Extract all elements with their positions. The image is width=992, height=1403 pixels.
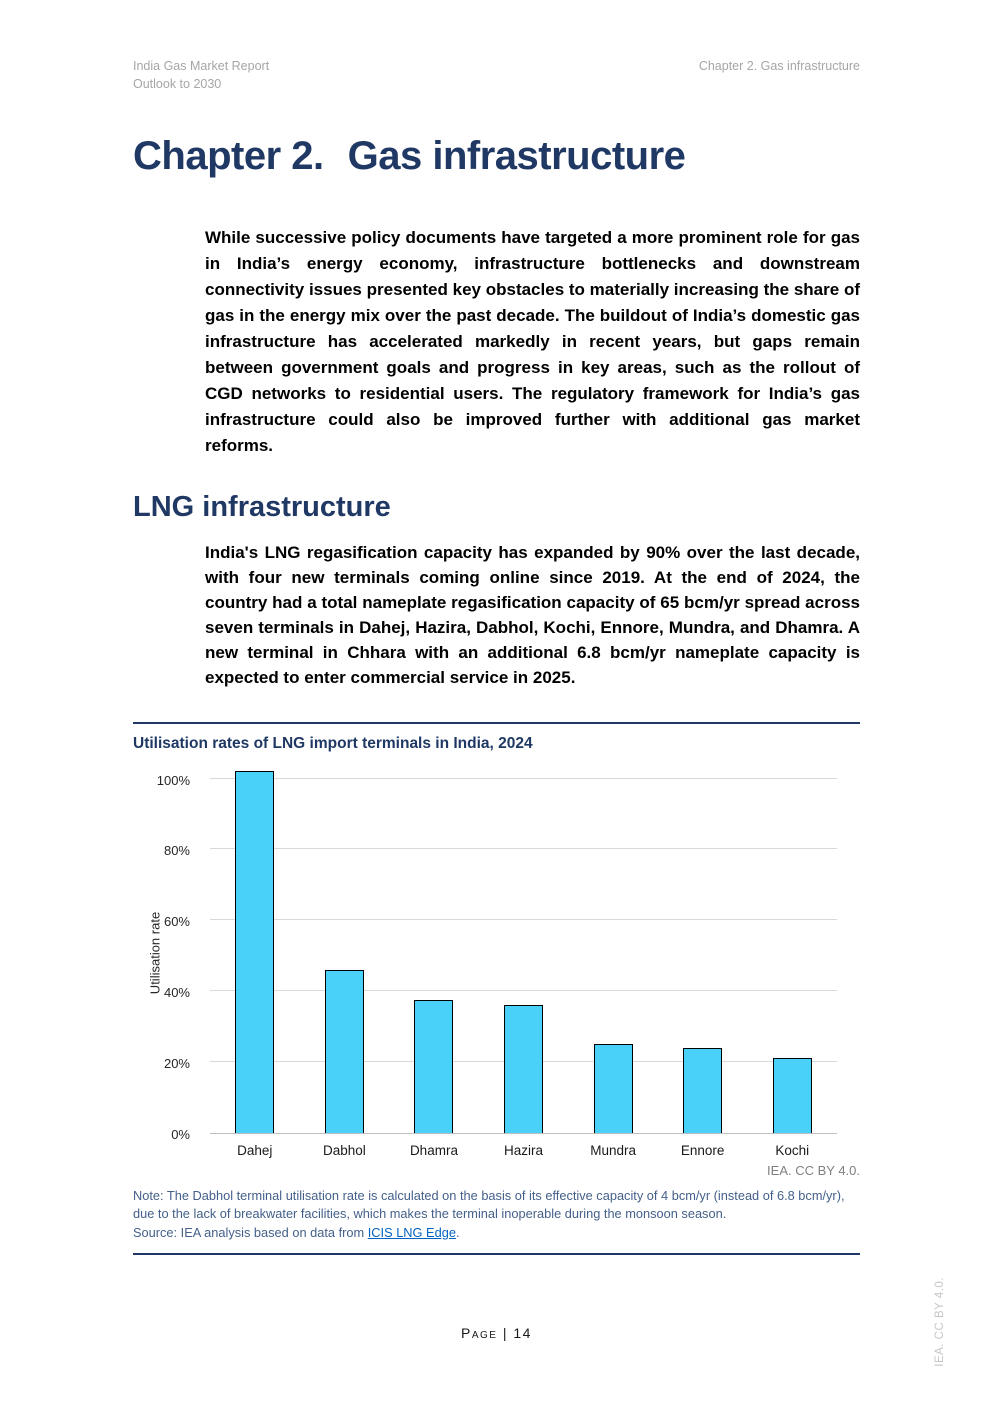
running-title-line2: Outlook to 2030 [133, 76, 222, 91]
source-link[interactable]: ICIS LNG Edge [367, 1224, 456, 1240]
running-title [133, 58, 269, 94]
figure-source [133, 1224, 860, 1242]
y-tick-label: 40% [163, 984, 190, 1000]
bar-hazira [504, 1005, 543, 1132]
bar-dahej [235, 771, 274, 1132]
chapter-number: Chapter 2. [133, 133, 324, 178]
x-axis-labels [210, 1143, 837, 1158]
bar-column [210, 771, 300, 1132]
intro-paragraph: While successive policy documents have targeted a more prominent role for gas in India’s energy economy, infrastructure bottlenecks and downstream connectivity issues presented key obstacles to materially increasing the share of gas in the energy mix over the past decade. The buildout of India’s domestic gas infrastructure has accelerated markedly in recent years, but gaps remain between government goals and progress in key areas, such as the rollout of CGD networks to residential users. The regulatory framework for India’s gas infrastructure could also be improved further with additional gas market reforms. [205, 227, 860, 455]
utilisation-bar-chart [133, 755, 860, 1161]
y-tick-label: 100% [156, 772, 190, 788]
bar-column [568, 1044, 658, 1133]
source-prefix: Source: IEA analysis based on data from [133, 1224, 368, 1240]
bar-column [479, 1005, 569, 1132]
licence-attribution: IEA. CC BY 4.0. [767, 1162, 860, 1178]
chart-plot [210, 771, 837, 1134]
figure-note: Note: The Dabhol terminal utilisation rate is calculated on the basis of its effective capacity of 4 bcm/yr (instead of 6.8 bcm/yr), due to the lack of breakwater facilities, which makes the terminal inoperable during the monsoon season. [133, 1187, 845, 1221]
x-tick-label: Mundra [590, 1142, 636, 1158]
x-tick-label: Kochi [775, 1142, 810, 1158]
bar-ennore [683, 1048, 722, 1133]
section-heading: LNG infrastructure [133, 490, 391, 523]
x-tick-label: Hazira [504, 1142, 544, 1158]
bar-column [658, 1048, 748, 1133]
y-tick-label: 20% [163, 1055, 190, 1071]
section-paragraph: India's LNG regasification capacity has expanded by 90% over the last decade, with four new terminals coming online since 2019. At the end of 2024, the country had a total nameplate regasification capacity of 65 bcm/yr spread across seven terminals in Dahej, Hazira, Dabhol, Kochi, Ennore, Mundra, and Dhamra. A new terminal in Chhara with an additional 6.8 bcm/yr nameplate capacity is expected to enter commercial service in 2025. [205, 542, 860, 687]
page-content [133, 0, 860, 1255]
chapter-title-text: Gas infrastructure [347, 133, 686, 178]
bar-dhamra [414, 1000, 453, 1133]
chapter-title [133, 134, 860, 179]
page-header [133, 58, 860, 94]
x-tick-label: Dhamra [409, 1142, 458, 1158]
figure-block [133, 722, 860, 1255]
running-title-line1: India Gas Market Report [133, 59, 270, 73]
y-axis-label: Utilisation rate [147, 911, 163, 994]
bar-kochi [773, 1058, 812, 1132]
bar-column [747, 1058, 837, 1132]
vertical-licence-note: IEA. CC BY 4.0. [934, 1277, 946, 1367]
y-tick-label: 60% [163, 914, 190, 930]
page-number: Page | 14 [461, 1325, 532, 1341]
y-axis-ticks [133, 771, 200, 1142]
figure-title: Utilisation rates of LNG import terminals in India, 2024 [133, 734, 533, 752]
running-chapter-label: Chapter 2. Gas infrastructure [698, 59, 860, 73]
source-suffix: . [455, 1224, 460, 1240]
chart-bars [210, 771, 837, 1133]
y-tick-label: 80% [163, 843, 190, 859]
bar-column [389, 1000, 479, 1133]
bottom-divider [133, 1253, 860, 1255]
y-tick-label: 0% [171, 1126, 190, 1142]
bar-mundra [594, 1044, 633, 1133]
x-tick-label: Dabhol [322, 1142, 366, 1158]
x-tick-label: Ennore [680, 1142, 725, 1158]
x-tick-label: Dahej [237, 1142, 273, 1158]
bar-column [300, 970, 390, 1133]
bar-dabhol [325, 970, 364, 1133]
